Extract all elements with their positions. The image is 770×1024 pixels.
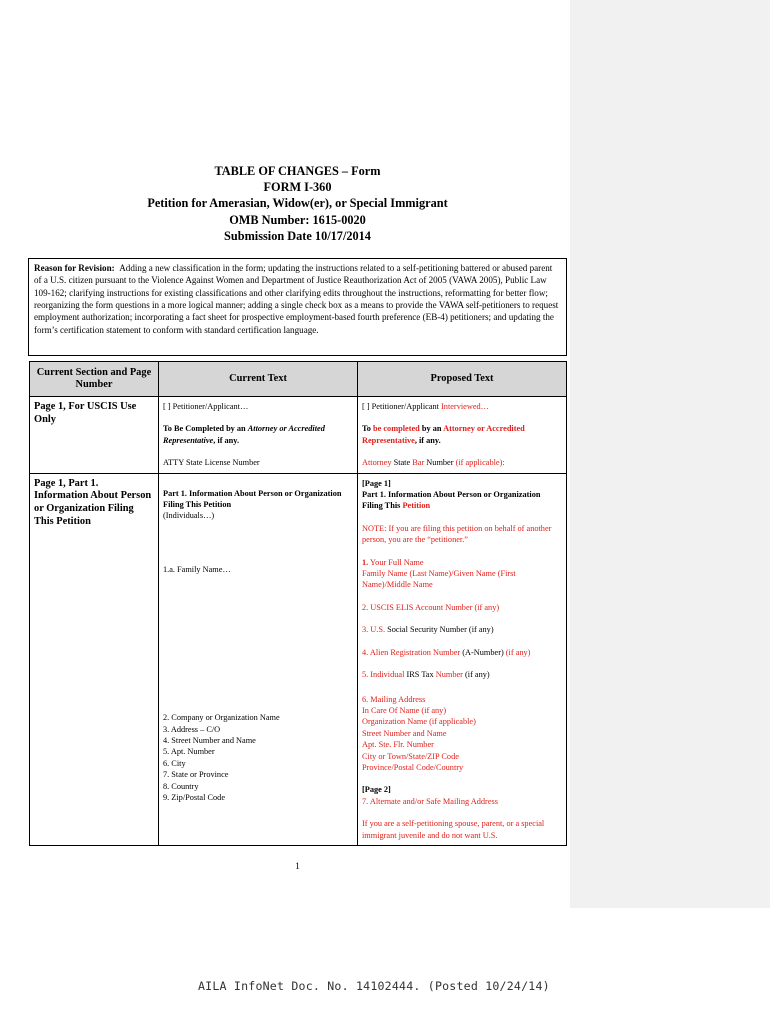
proposed-address-list: 6. Mailing Address In Care Of Name (if any) Organization Name (if applicable) Street Number and Name Apt. Ste. Flr. Number City or Town/State/ZIP Code Province/Postal Code/Country bbox=[362, 694, 476, 772]
title-line-4: OMB Number: 1615-0020 bbox=[229, 212, 366, 227]
page-number: 1 bbox=[295, 861, 300, 871]
proposed-text-line: 1. Your Full Name Family Name (Last Name)/Given Name (First Name)/Middle Name bbox=[362, 557, 516, 590]
title-line-5: Submission Date 10/17/2014 bbox=[224, 228, 371, 243]
table-header-row bbox=[30, 362, 567, 397]
reason-for-revision-box bbox=[28, 258, 567, 356]
header-current-section: Current Section and Page Number bbox=[30, 362, 159, 397]
header-proposed-text: Proposed Text bbox=[358, 362, 567, 397]
header-current-text: Current Text bbox=[159, 362, 358, 397]
title-line-2: FORM I-360 bbox=[263, 180, 332, 195]
document-title bbox=[30, 163, 565, 244]
current-address-list: 2. Company or Organization Name 3. Address – C/O 4. Street Number and Name 5. Apt. Number 6. City 7. State or Province 8. Country 9. Zip/Postal Code bbox=[163, 713, 280, 803]
proposed-text-line: 5. Individual IRS Tax Number (if any) bbox=[362, 670, 490, 680]
table-row bbox=[30, 473, 567, 845]
proposed-text-line: If you are a self-petitioning spouse, parent, or a special immigrant juvenile and do not want U.S. bbox=[362, 819, 545, 840]
current-text-cell bbox=[159, 397, 358, 474]
section-cell: Page 1, Part 1. Information About Person or Organization Filing This Petition bbox=[30, 473, 159, 845]
proposed-text-line: To be completed by an Attorney or Accredited Representative, if any. bbox=[362, 424, 525, 445]
proposed-text-cell bbox=[358, 473, 567, 845]
proposed-text-line: Attorney State Bar Number (if applicable): bbox=[362, 458, 505, 468]
current-text-line: ATTY State License Number bbox=[163, 458, 260, 468]
proposed-note: NOTE: If you are filing this petition on behalf of another person, you are the “petitioner.” bbox=[362, 523, 552, 545]
proposed-text-line: [Page 1] Part 1. Information About Person or Organization Filing This Petition bbox=[362, 478, 541, 511]
proposed-text-line: 2. USCIS ELIS Account Number (if any) bbox=[362, 602, 500, 612]
reason-label: Reason for Revision: bbox=[34, 263, 115, 273]
section-cell: Page 1, For USCIS Use Only bbox=[30, 397, 159, 474]
current-text-line: [ ] Petitioner/Applicant… bbox=[163, 402, 249, 411]
footer-watermark: AILA InfoNet Doc. No. 14102444. (Posted 10/24/14) bbox=[198, 979, 550, 993]
proposed-text-cell bbox=[358, 397, 567, 474]
proposed-text-line: 4. Alien Registration Number (A-Number) (if any) bbox=[362, 647, 531, 657]
current-text-line: 1.a. Family Name… bbox=[163, 564, 231, 574]
proposed-text-line: 3. U.S. Social Security Number (if any) bbox=[362, 625, 494, 635]
title-line-1: TABLE OF CHANGES – Form bbox=[214, 164, 381, 178]
changes-table bbox=[29, 361, 567, 846]
comment-pane bbox=[570, 0, 770, 908]
current-text-cell bbox=[159, 473, 358, 845]
proposed-text-line: [ ] Petitioner/Applicant Interviewed… bbox=[362, 402, 489, 411]
reason-text: Adding a new classification in the form; updating the instructions related to a self-petitioning battered or abused parent of a U.S. citizen pursuant to the Violence Against Women and Department of Justice Reauthorization Act of 2005 (VAWA 2005), Public Law 109-162; clarifying instructions for existing classifications and other clarifying edits throughout the instructions, reformatting for better flow; reorganizing the form questions in a more logical manner; adding a single check box as a means to provide the VAWA self-petitioners to request employment authorization; incorporating a fact sheet for prospective employment-based fourth preference (EB-4) petitioners; and updating the form’s certification statement to conform with standard certification language. bbox=[34, 263, 559, 335]
current-text-line: To Be Completed by an Attorney or Accredited Representative, if any. bbox=[163, 424, 325, 445]
title-line-3: Petition for Amerasian, Widow(er), or Special Immigrant bbox=[147, 196, 448, 211]
table-row bbox=[30, 397, 567, 474]
proposed-text-line: [Page 2] 7. Alternate and/or Safe Mailing Address bbox=[362, 785, 498, 806]
current-text-line: Part 1. Information About Person or Organization Filing This Petition (Individuals…) bbox=[163, 488, 342, 521]
